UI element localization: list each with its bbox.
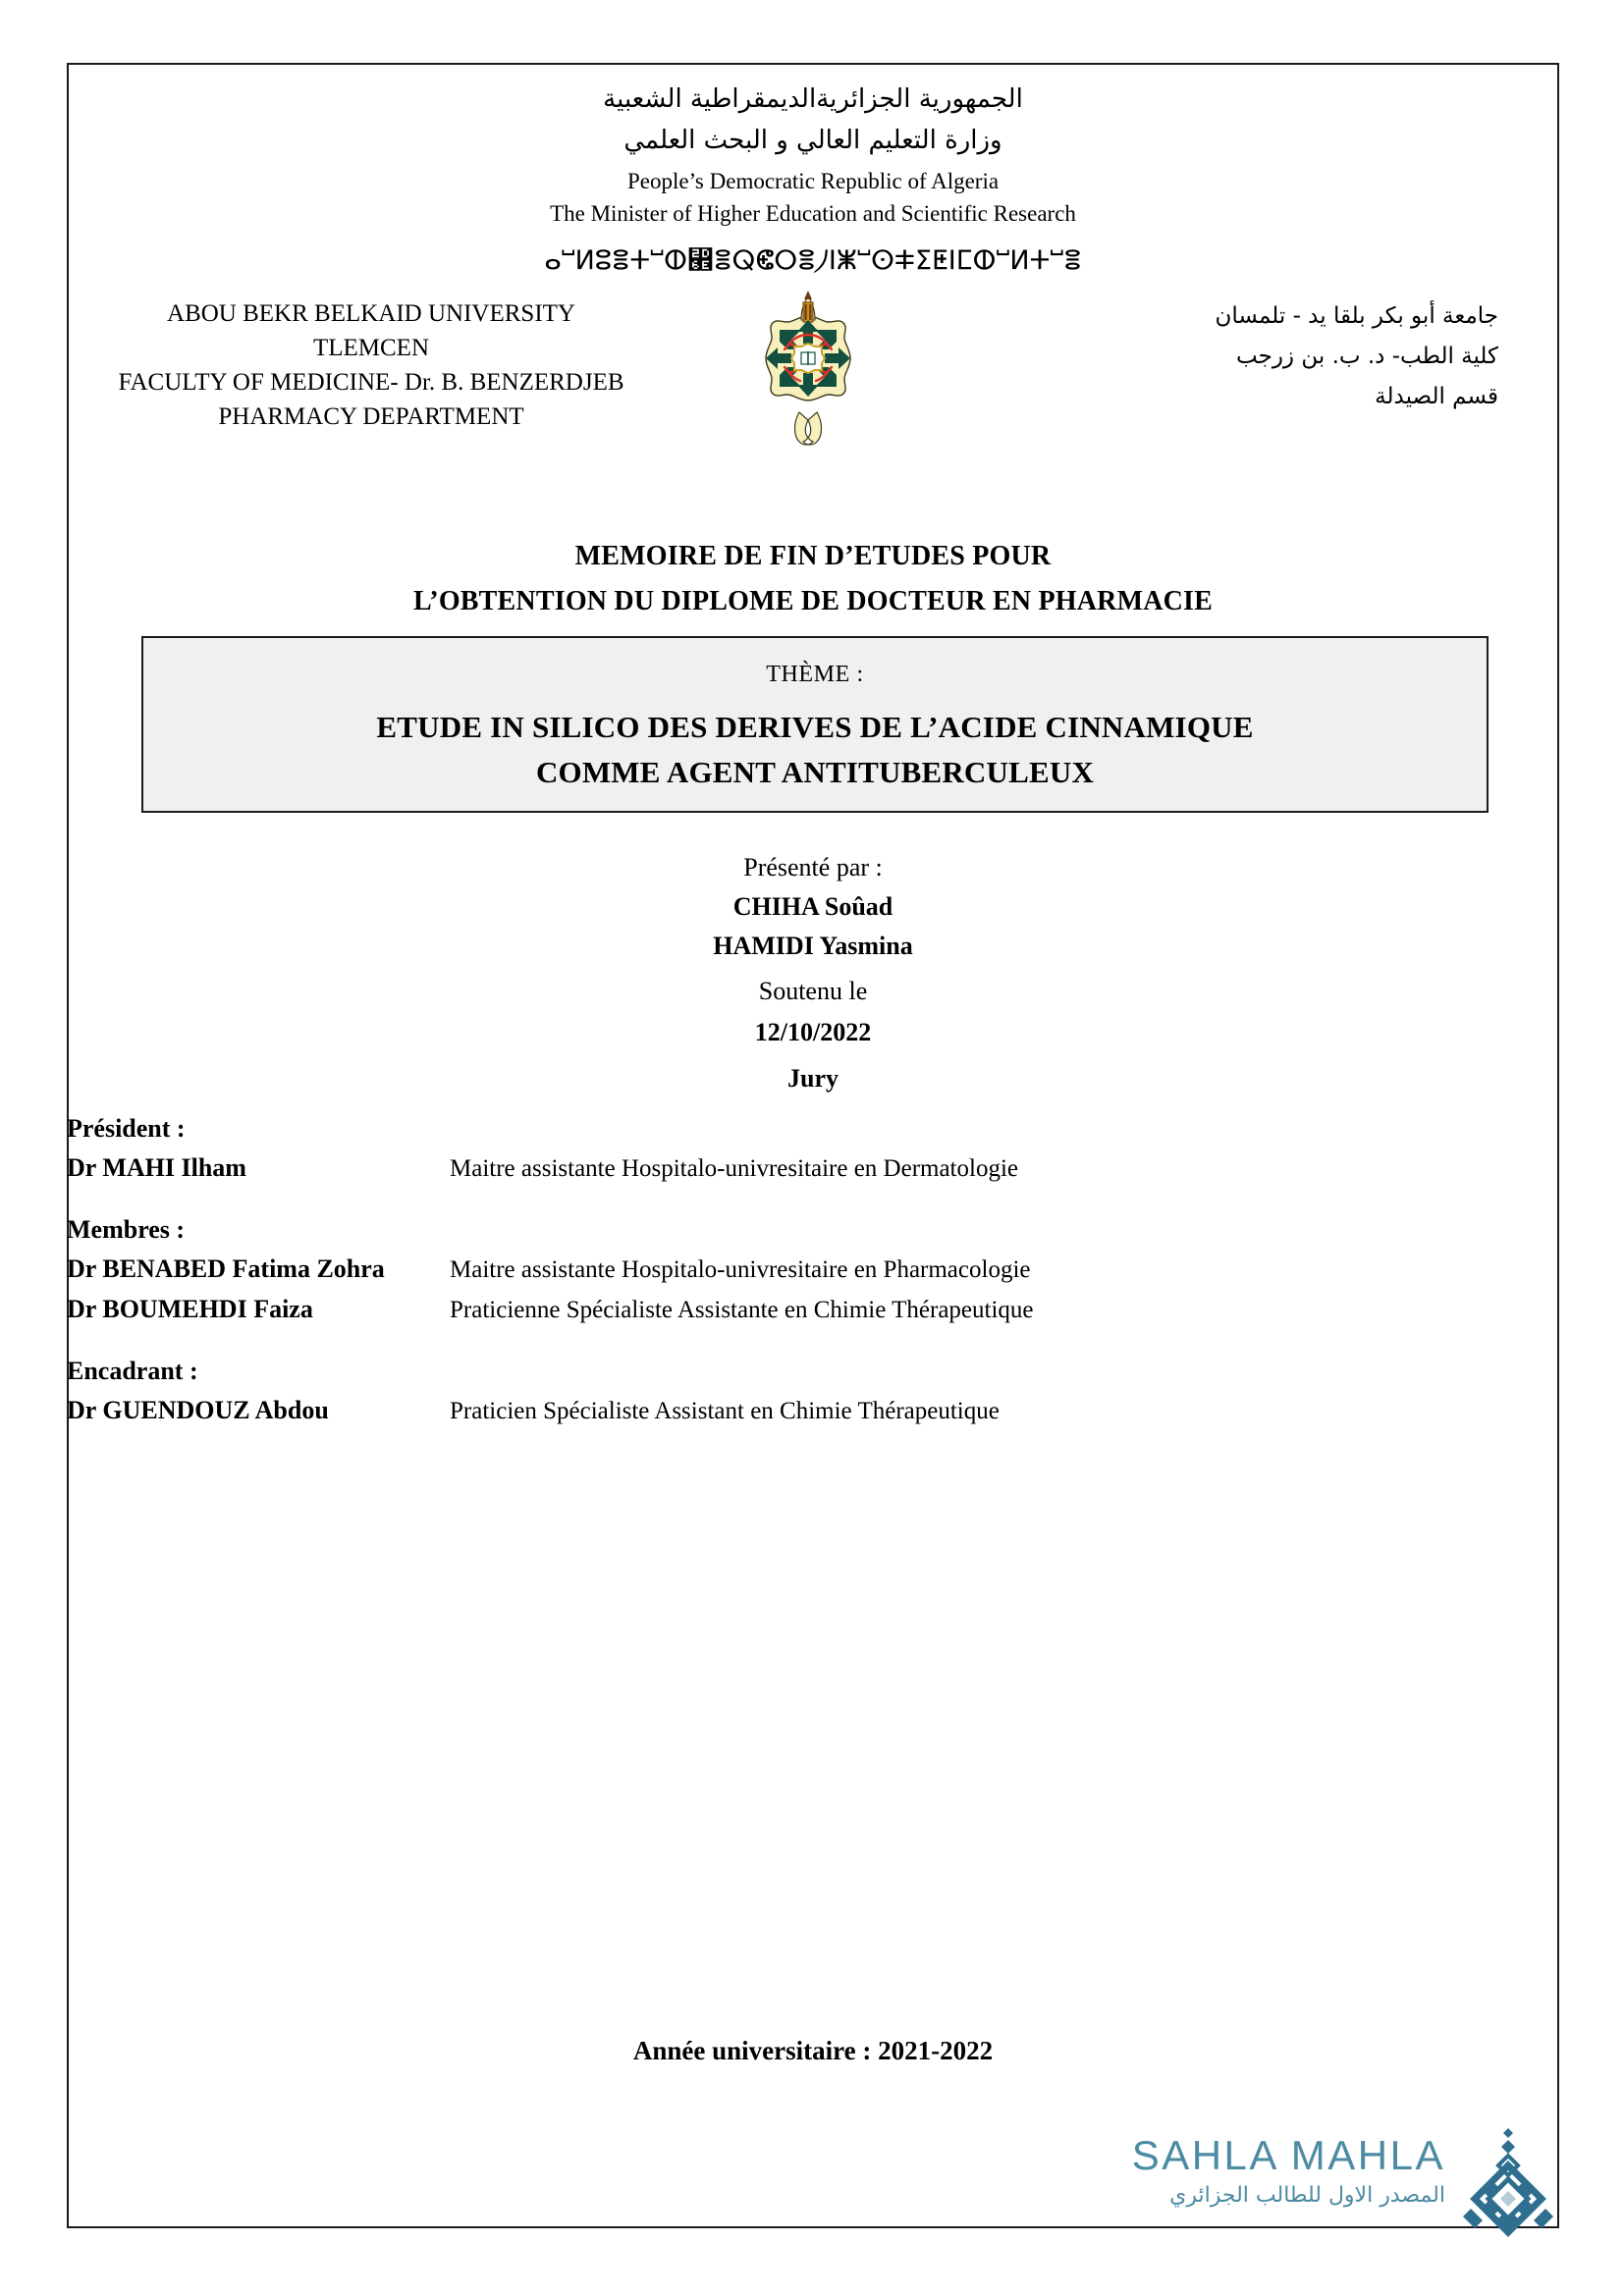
presented-by-label: Présenté par : xyxy=(743,853,883,881)
jury-row xyxy=(67,1250,1559,1290)
theme-title-line-1: ETUDE IN SILICO DES DERIVES DE L’ACIDE CINNAMIQUE xyxy=(376,710,1254,744)
presented-by-block xyxy=(67,848,1559,966)
jury-group-encadrant xyxy=(67,1352,1559,1431)
author-name-2: HAMIDI Yasmina xyxy=(713,932,913,960)
jury-member-name: Dr GUENDOUZ Abdou xyxy=(67,1396,329,1424)
jury-row xyxy=(67,1148,1559,1189)
jury-member-name: Dr BENABED Fatima Zohra xyxy=(67,1255,385,1283)
institution-right-block xyxy=(1086,296,1498,417)
sahla-mahla-watermark xyxy=(1111,2132,1573,2250)
jury-group-label: Président : xyxy=(67,1114,186,1143)
jury-member-name: Dr BOUMEHDI Faiza xyxy=(67,1295,313,1323)
jury-row xyxy=(67,1391,1559,1431)
theme-title-line-2: COMME AGENT ANTITUBERCULEUX xyxy=(535,755,1095,789)
diploma-line-1: MEMOIRE DE FIN D’ETUDES POUR xyxy=(574,541,1052,571)
defense-label: Soutenu le xyxy=(758,977,868,1005)
university-crest-logo xyxy=(744,289,872,451)
jury-group-president xyxy=(67,1109,1559,1189)
header-arabic-line-2: وزارة التعليم العالي و البحث العلمي xyxy=(623,126,1002,155)
watermark-text-block xyxy=(1111,2132,1445,2211)
ministry-header xyxy=(67,63,1559,283)
theme-label: THÈME : xyxy=(766,662,864,687)
watermark-title: SAHLA MAHLA xyxy=(1131,2132,1445,2178)
jury-group-label: Encadrant : xyxy=(67,1357,198,1385)
institution-right-line-3: قسم الصيدلة xyxy=(1375,384,1498,409)
jury-heading: Jury xyxy=(787,1064,839,1093)
defense-date: 12/10/2022 xyxy=(754,1018,872,1046)
jury-member-role: Praticienne Spécialiste Assistante en Chimie Thérapeutique xyxy=(450,1297,1034,1323)
institution-left-line-3: FACULTY OF MEDICINE- Dr. B. BENZERDJEB xyxy=(118,369,624,396)
institution-row xyxy=(67,289,1559,465)
author-name-1: CHIHA Soûad xyxy=(732,892,893,921)
jury-list xyxy=(67,1109,1559,1453)
theme-box xyxy=(141,636,1489,813)
watermark-subtitle: المصدر الاول للطالب الجزائري xyxy=(1169,2183,1445,2208)
header-arabic-line-1: الجمهورية الجزائريةالديمقراطية الشعبية xyxy=(603,84,1023,114)
jury-member-name: Dr MAHI Ilham xyxy=(67,1153,246,1182)
institution-left-line-2: TLEMCEN xyxy=(312,335,430,361)
jury-row xyxy=(67,1290,1559,1330)
header-tifinagh-line: ⴰⵯⵍⵓⴻⵜⵯⵀ⵮ⴻⵕⵞⵔⴻ⵰ⵏⵥⵯⵙⵐⵉⵟⵏⵎⵀⵯⵍⵜⵯⴻ xyxy=(544,245,1082,276)
institution-left-line-4: PHARMACY DEPARTMENT xyxy=(218,403,524,430)
header-english-line-2: The Minister of Higher Education and Scientific Research xyxy=(550,201,1076,226)
defense-block xyxy=(67,971,1559,1053)
document-page xyxy=(67,63,1559,2228)
jury-member-role: Maitre assistante Hospitalo-univresitaire en Pharmacologie xyxy=(450,1256,1031,1283)
diploma-line-2: L’OBTENTION DU DIPLOME DE DOCTEUR EN PHARMACIE xyxy=(412,586,1214,616)
jury-member-role: Maitre assistante Hospitalo-univresitaire en Dermatologie xyxy=(450,1155,1018,1182)
institution-right-line-2: كلية الطب- د. ب. بن زرجب xyxy=(1236,344,1498,369)
jury-group-label: Membres : xyxy=(67,1215,186,1244)
institution-left-block xyxy=(67,296,676,434)
jury-member-role: Praticien Spécialiste Assistant en Chimie Thérapeutique xyxy=(450,1398,1000,1424)
jury-group-membres xyxy=(67,1210,1559,1330)
header-english-line-1: People’s Democratic Republic of Algeria xyxy=(626,169,1000,193)
sahla-mahla-diamond-mark xyxy=(1453,2126,1563,2242)
academic-year: Année universitaire : 2021-2022 xyxy=(632,2036,994,2065)
institution-right-line-1: جامعة أبو بكر بلقا يد - تلمسان xyxy=(1215,303,1498,329)
institution-left-line-1: ABOU BEKR BELKAID UNIVERSITY xyxy=(167,300,575,327)
diploma-statement xyxy=(67,534,1559,624)
